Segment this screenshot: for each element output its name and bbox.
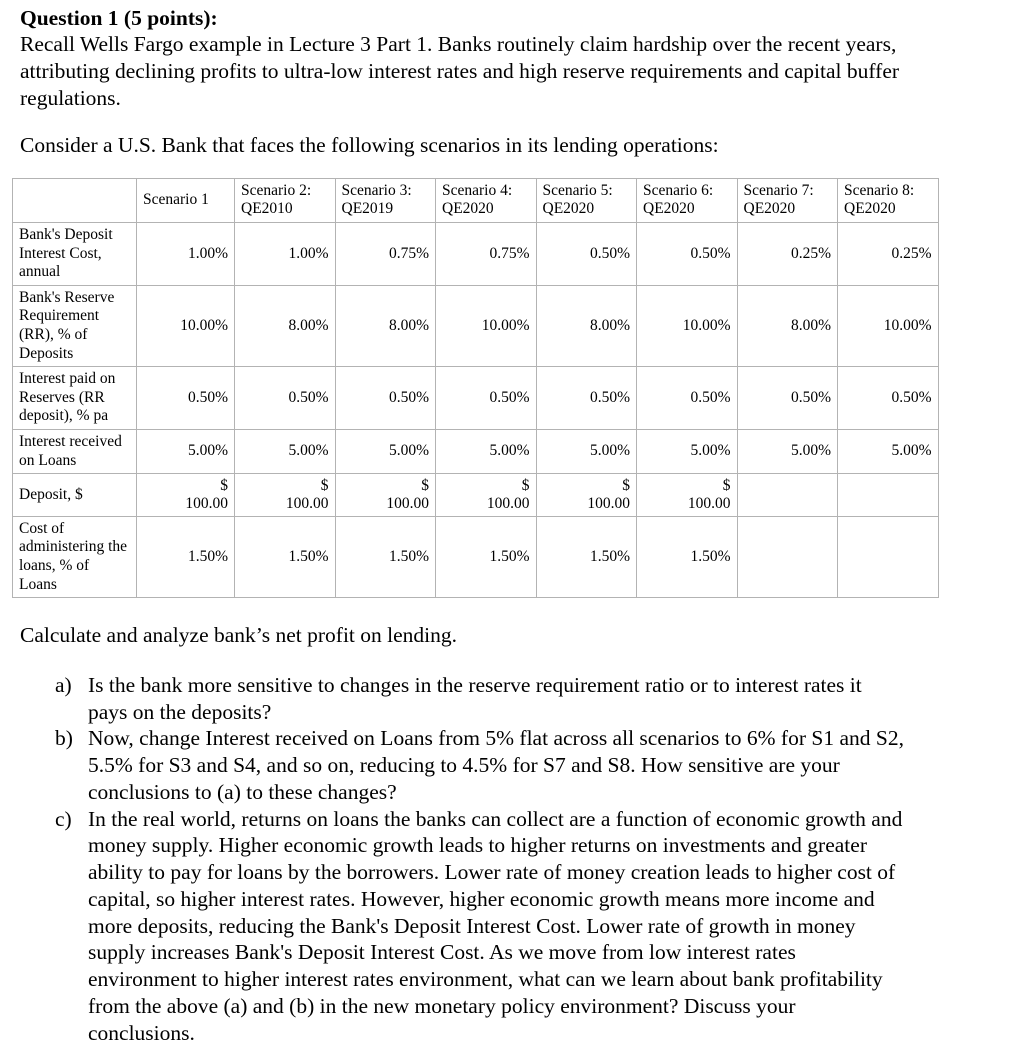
intro-paragraph: Recall Wells Fargo example in Lecture 3 Part 1. Banks routinely claim hardship over the recent years, attributing declining profits to ultra-low interest rates and high reserve requirements and capital buffer regulations. <box>20 32 900 110</box>
header-line-2: QE2019 <box>341 200 394 218</box>
amount: 100.00 <box>587 494 630 512</box>
scenarios-table-wrapper <box>12 178 938 598</box>
cell-value: 5.00% <box>637 429 738 473</box>
table-header-row <box>13 178 939 222</box>
currency-symbol: $ <box>722 477 731 495</box>
column-header-scenario-7 <box>737 178 838 222</box>
sub-questions-list <box>0 672 1024 1047</box>
table-row <box>13 474 939 517</box>
cell-value: 0.50% <box>235 367 336 430</box>
header-line-1: Scenario 4: <box>442 181 513 199</box>
cell-value-empty <box>838 516 939 597</box>
row-label-interest-paid-on-reserves: Interest paid on Reserves (RR deposit), % pa <box>13 367 137 430</box>
cell-value: 0.25% <box>838 223 939 286</box>
cell-value: 1.50% <box>235 516 336 597</box>
header-line-2: QE2020 <box>743 200 796 218</box>
table-row <box>13 285 939 366</box>
column-header-scenario-1 <box>137 178 235 222</box>
cell-value: 1.50% <box>335 516 436 597</box>
cell-value <box>436 474 537 517</box>
cell-value: 0.50% <box>436 367 537 430</box>
column-header-scenario-6 <box>637 178 738 222</box>
cell-value: 10.00% <box>436 285 537 366</box>
column-header-scenario-5 <box>536 178 637 222</box>
question-title: Question 1 (5 points): <box>20 6 218 30</box>
list-item-text-c: In the real world, returns on loans the banks can collect are a function of economic growth and money supply. Higher economic growth leads to higher returns on investments and greater ability to pay for loans by the borrowers. Lower rate of money creation leads to higher cost of capital, so higher interest rates. However, higher economic growth means more income and more deposits, reducing the Bank's Deposit Interest Cost. Lower rate of growth in money supply increases Bank's Deposit Interest Cost. As we move from low interest rates environment to higher interest rates environment, what can we learn about bank profitability from the above (a) and (b) in the new monetary policy environment? Discuss your conclusions. <box>88 806 903 1045</box>
cell-value: 10.00% <box>137 285 235 366</box>
table-row <box>13 516 939 597</box>
cell-value: 1.50% <box>536 516 637 597</box>
cell-value <box>637 474 738 517</box>
list-marker-b: b) <box>55 726 73 751</box>
table-row <box>13 223 939 286</box>
cell-value: 0.75% <box>436 223 537 286</box>
list-marker-a: a) <box>55 672 72 697</box>
consider-line: Consider a U.S. Bank that faces the following scenarios in its lending operations: <box>20 133 719 158</box>
header-line-1: Scenario 8: <box>844 181 915 199</box>
header-line-2: QE2020 <box>844 200 896 218</box>
paragraph-spacer <box>20 111 1004 132</box>
column-header-scenario-8 <box>838 178 939 222</box>
cell-value: 5.00% <box>235 429 336 473</box>
cell-value: 8.00% <box>335 285 436 366</box>
header-line-2: QE2010 <box>241 200 293 218</box>
list-item <box>0 725 1024 805</box>
cell-value: 0.50% <box>335 367 436 430</box>
currency-symbol: $ <box>421 477 429 495</box>
header-line-1: Scenario 6: <box>643 181 714 199</box>
cell-value: 1.00% <box>235 223 336 286</box>
list-item <box>0 672 1024 726</box>
header-line-2: QE2020 <box>643 200 695 218</box>
cell-value: 5.00% <box>137 429 235 473</box>
list-item <box>0 806 1024 1047</box>
cell-value: 0.50% <box>536 367 637 430</box>
header-line-2: QE2020 <box>442 200 494 218</box>
cell-value: 0.75% <box>335 223 436 286</box>
currency-symbol: $ <box>622 477 630 495</box>
header-line-1: Scenario 7: <box>743 181 814 199</box>
cell-value: 0.50% <box>737 367 838 430</box>
row-label-interest-received-on-loans: Interest received on Loans <box>13 429 137 473</box>
cell-value: 10.00% <box>637 285 738 366</box>
cell-value: 8.00% <box>737 285 838 366</box>
cell-value <box>536 474 637 517</box>
cell-value: 1.50% <box>637 516 738 597</box>
currency-symbol: $ <box>521 477 530 495</box>
cell-value: 1.50% <box>137 516 235 597</box>
table-row <box>13 429 939 473</box>
list-item-text-b: Now, change Interest received on Loans from 5% flat across all scenarios to 6% for S1 and S2, 5.5% for S3 and S4, and so on, reducing to 4.5% for S7 and S8. How sensitive are your conclusions to (a) to these changes? <box>88 726 904 804</box>
cell-value: 1.50% <box>436 516 537 597</box>
cell-value-empty <box>737 516 838 597</box>
currency-symbol: $ <box>320 477 329 495</box>
header-line-1: Scenario 2: <box>241 181 312 199</box>
list-item-text-a: Is the bank more sensitive to changes in the reserve requirement ratio or to interest rates it pays on the deposits? <box>88 672 862 724</box>
intro-section <box>0 0 1024 159</box>
cell-value: 0.50% <box>637 367 738 430</box>
cell-value: 5.00% <box>335 429 436 473</box>
cell-value <box>335 474 436 517</box>
amount: 100.00 <box>285 494 329 512</box>
cell-value: 5.00% <box>436 429 537 473</box>
cell-value: 1.00% <box>137 223 235 286</box>
row-label-reserve-requirement: Bank's Reserve Requirement (RR), % of Deposits <box>13 285 137 366</box>
row-label-cost-of-administering-loans: Cost of administering the loans, % of Loans <box>13 516 137 597</box>
currency-symbol: $ <box>220 477 228 495</box>
cell-value: 0.50% <box>536 223 637 286</box>
cell-value: 0.50% <box>637 223 738 286</box>
list-marker-c: c) <box>55 806 72 831</box>
scenarios-table <box>12 178 939 598</box>
cell-value: 5.00% <box>838 429 939 473</box>
cell-value: 0.50% <box>838 367 939 430</box>
row-label-deposit: Deposit, $ <box>13 474 137 517</box>
amount: 100.00 <box>486 494 530 512</box>
cell-value: 5.00% <box>737 429 838 473</box>
cell-value: 5.00% <box>536 429 637 473</box>
cell-value: 0.50% <box>137 367 235 430</box>
calculate-instruction: Calculate and analyze bank’s net profit on lending. <box>20 623 458 648</box>
cell-value <box>137 474 235 517</box>
amount: 100.00 <box>185 494 228 512</box>
amount: 100.00 <box>386 494 429 512</box>
table-corner-cell <box>13 178 137 222</box>
cell-value: 0.25% <box>737 223 838 286</box>
header-line-1: Scenario 5: <box>542 181 613 199</box>
column-header-scenario-2 <box>235 178 336 222</box>
cell-value <box>235 474 336 517</box>
cell-value-empty <box>838 474 939 517</box>
amount: 100.00 <box>687 494 731 512</box>
cell-value: 10.00% <box>838 285 939 366</box>
table-row <box>13 367 939 430</box>
cell-value-empty <box>737 474 838 517</box>
cell-value: 8.00% <box>536 285 637 366</box>
header-line-1: Scenario 1 <box>143 191 209 209</box>
column-header-scenario-4 <box>436 178 537 222</box>
row-label-deposit-interest-cost: Bank's Deposit Interest Cost, annual <box>13 223 137 286</box>
cell-value: 8.00% <box>235 285 336 366</box>
header-line-2: QE2020 <box>542 200 595 218</box>
header-line-1: Scenario 3: <box>341 181 412 199</box>
column-header-scenario-3 <box>335 178 436 222</box>
